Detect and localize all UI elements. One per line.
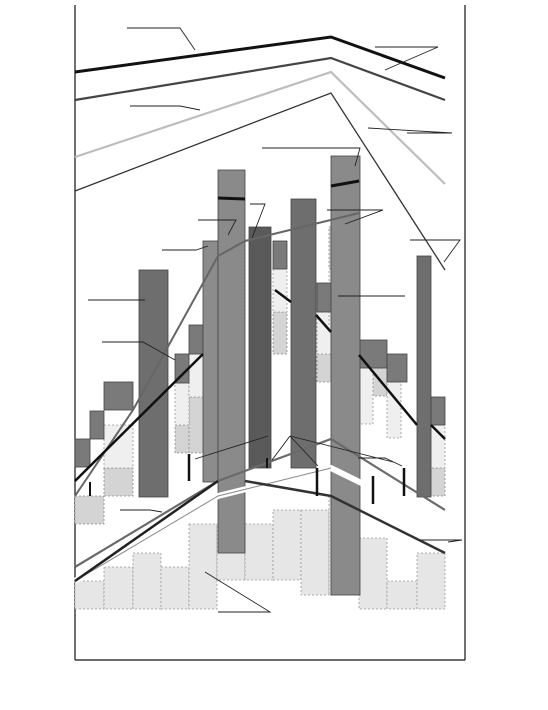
bar-utility-tunnel xyxy=(331,156,360,595)
bar-kualao-320 xyxy=(139,270,168,497)
line-roadbed-mark xyxy=(218,198,245,199)
line-traffic xyxy=(75,37,445,78)
bar-kuakun xyxy=(417,256,431,497)
line-lighting xyxy=(75,72,445,184)
bar-kuaxin-320-b xyxy=(291,199,316,468)
land-acquisition-blocks xyxy=(75,496,445,609)
bar-huazhuanghe xyxy=(249,227,271,468)
